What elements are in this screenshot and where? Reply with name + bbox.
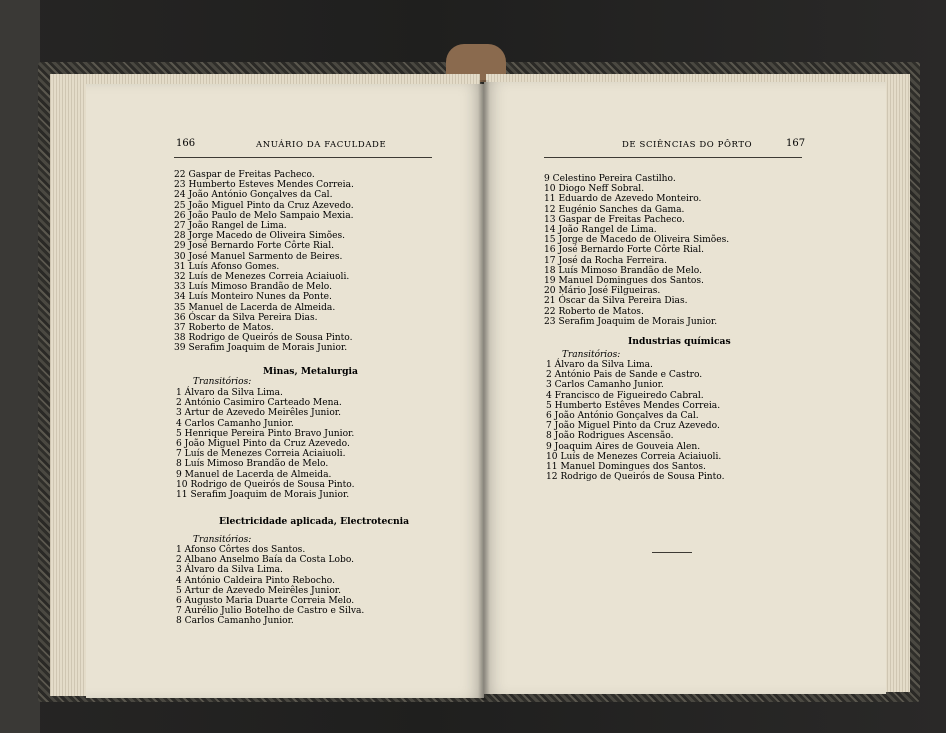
section-subtitle-industrias: Transitórios: bbox=[562, 350, 621, 360]
list-item: 3 Artur de Azevedo Meirêles Junior. bbox=[176, 408, 342, 419]
list-item: 17 José da Rocha Ferreira. bbox=[544, 255, 668, 266]
section-subtitle-minas: Transitórios: bbox=[193, 377, 252, 387]
list-item: 5 Henrique Pereira Pinto Bravo Junior. bbox=[176, 428, 355, 439]
list-item: 23 Humberto Esteves Mendes Correia. bbox=[174, 180, 354, 191]
list-item: 36 Óscar da Silva Pereira Dias. bbox=[174, 312, 318, 323]
list-item: 22 Roberto de Matos. bbox=[544, 306, 644, 317]
list-item: 11 Serafim Joaquim de Morais Junior. bbox=[176, 490, 350, 501]
list-item: 14 João Rangel de Lima. bbox=[544, 225, 657, 236]
page-number-left: 166 bbox=[176, 138, 196, 149]
page-number-right: 167 bbox=[786, 138, 806, 149]
list-item: 2 António Casimiro Carteado Mena. bbox=[176, 398, 342, 409]
list-item: 24 João António Gonçalves da Cal. bbox=[174, 190, 333, 201]
list-item: 1 Afonso Côrtes dos Santos. bbox=[176, 545, 306, 555]
running-head-left: ANUÁRIO DA FACULDADE bbox=[256, 140, 387, 150]
industrias-list bbox=[546, 360, 725, 482]
list-item: 29 José Bernardo Forte Côrte Rial. bbox=[174, 241, 334, 252]
list-item: 12 Rodrigo de Queirós de Sousa Pinto. bbox=[546, 472, 725, 483]
list-item: 32 Luís de Menezes Correia Aciaiuoli. bbox=[174, 272, 350, 283]
list-item: 26 João Paulo de Melo Sampaio Mexia. bbox=[174, 210, 354, 221]
list-item: 34 Luís Monteiro Nunes da Ponte. bbox=[174, 292, 332, 303]
list-item: 20 Mário José Filgueiras. bbox=[544, 286, 661, 297]
list-item: 1 Álvaro da Silva Lima. bbox=[546, 360, 653, 370]
section-title-minas: Minas, Metalurgia bbox=[263, 366, 358, 377]
left-edge-shadow bbox=[0, 0, 40, 733]
list-item: 6 João António Gonçalves da Cal. bbox=[546, 411, 699, 422]
list-item: 6 João Miguel Pinto da Cruz Azevedo. bbox=[176, 439, 350, 450]
list-item: 10 Diogo Neff Sobral. bbox=[544, 184, 645, 195]
list-item: 39 Serafim Joaquim de Morais Junior. bbox=[174, 343, 348, 354]
left-top-list bbox=[174, 170, 354, 354]
list-item: 9 Manuel de Lacerda de Almeida. bbox=[176, 469, 332, 480]
list-item: 1 Álvaro da Silva Lima. bbox=[176, 388, 283, 398]
list-item: 25 João Miguel Pinto da Cruz Azevedo. bbox=[174, 200, 354, 211]
list-item: 6 Augusto Maria Duarte Correia Melo. bbox=[176, 596, 355, 607]
list-item: 38 Rodrigo de Queirós de Sousa Pinto. bbox=[174, 333, 353, 344]
list-item: 10 Luís de Menezes Correia Aciaiuoli. bbox=[546, 451, 722, 462]
list-item: 5 Artur de Azevedo Meirêles Junior. bbox=[176, 585, 342, 596]
right-top-list bbox=[544, 174, 729, 327]
list-item: 31 Luís Afonso Gomes. bbox=[174, 261, 280, 272]
list-item: 27 João Rangel de Lima. bbox=[174, 221, 287, 232]
header-rule-right bbox=[544, 157, 802, 158]
list-item: 33 Luís Mimoso Brandão de Melo. bbox=[174, 282, 332, 293]
list-item: 11 Manuel Domingues dos Santos. bbox=[546, 462, 706, 473]
section-subtitle-electricidade: Transitórios: bbox=[193, 535, 252, 545]
list-item: 37 Roberto de Matos. bbox=[174, 323, 274, 334]
list-item: 8 Luís Mimoso Brandão de Melo. bbox=[176, 459, 329, 470]
list-item: 8 João Rodrigues Ascensão. bbox=[546, 431, 674, 442]
list-item: 11 Eduardo de Azevedo Monteiro. bbox=[544, 194, 702, 205]
list-item: 15 Jorge de Macedo de Oliveira Simões. bbox=[544, 235, 730, 246]
list-item: 22 Gaspar de Freitas Pacheco. bbox=[174, 170, 315, 180]
list-item: 3 Carlos Camanho Junior. bbox=[546, 380, 664, 391]
running-head-right: DE SCIÊNCIAS DO PÔRTO bbox=[622, 140, 753, 150]
list-item: 18 Luís Mimoso Brandão de Melo. bbox=[544, 265, 702, 276]
list-item: 10 Rodrigo de Queirós de Sousa Pinto. bbox=[176, 479, 355, 490]
list-item: 8 Carlos Camanho Junior. bbox=[176, 616, 294, 627]
list-item: 3 Álvaro da Silva Lima. bbox=[176, 565, 283, 576]
list-item: 16 José Bernardo Forte Côrte Rial. bbox=[544, 245, 704, 256]
list-item: 5 Humberto Estêves Mendes Correia. bbox=[546, 400, 721, 411]
list-item: 4 Carlos Camanho Junior. bbox=[176, 418, 294, 429]
list-item: 23 Serafim Joaquim de Morais Junior. bbox=[544, 316, 718, 327]
electricidade-list bbox=[176, 545, 364, 627]
list-item: 7 Aurélio Julio Botelho de Castro e Silva. bbox=[176, 606, 365, 617]
list-item: 7 João Miguel Pinto da Cruz Azevedo. bbox=[546, 421, 720, 432]
section-title-industrias: Industrias químicas bbox=[628, 336, 731, 347]
minas-list bbox=[176, 388, 355, 500]
list-item: 2 António Pais de Sande e Castro. bbox=[546, 370, 703, 381]
section-title-electricidade: Electricidade aplicada, Electrotecnia bbox=[219, 516, 410, 527]
list-item: 28 Jorge Macedo de Oliveira Simões. bbox=[174, 231, 346, 242]
book-gutter bbox=[478, 80, 490, 700]
end-rule bbox=[652, 552, 692, 553]
list-item: 30 José Manuel Sarmento de Beires. bbox=[174, 251, 343, 262]
list-item: 19 Manuel Domingues dos Santos. bbox=[544, 276, 704, 287]
list-item: 9 Celestino Pereira Castilho. bbox=[544, 174, 676, 184]
list-item: 4 António Caldeira Pinto Rebocho. bbox=[176, 575, 336, 586]
list-item: 4 Francisco de Figueiredo Cabral. bbox=[546, 390, 704, 401]
list-item: 12 Eugénio Sanches da Gama. bbox=[544, 204, 685, 215]
list-item: 21 Óscar da Silva Pereira Dias. bbox=[544, 296, 688, 307]
list-item: 7 Luís de Menezes Correia Aciaiuoli. bbox=[176, 449, 346, 460]
header-rule-left bbox=[174, 157, 432, 158]
list-item: 9 Joaquim Aires de Gouveia Alen. bbox=[546, 441, 701, 452]
list-item: 2 Albano Anselmo Baía da Costa Lobo. bbox=[176, 555, 355, 566]
list-item: 13 Gaspar de Freitas Pacheco. bbox=[544, 214, 685, 225]
list-item: 35 Manuel de Lacerda de Almeida. bbox=[174, 302, 336, 313]
